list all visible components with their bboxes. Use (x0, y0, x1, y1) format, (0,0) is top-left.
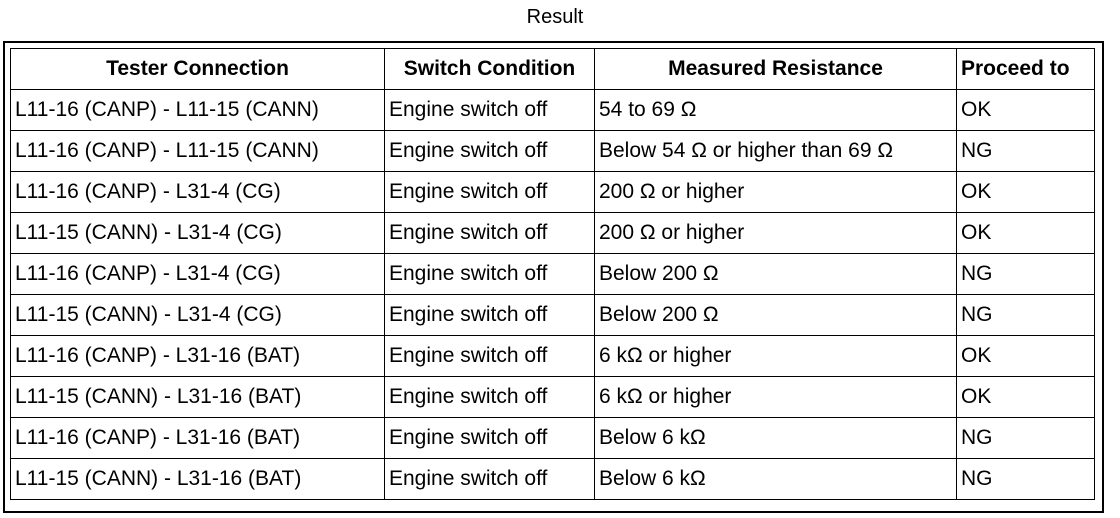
measured-resistance-cell: 54 to 69 Ω (595, 90, 957, 131)
header-proceed-to: Proceed to (957, 49, 1095, 90)
table-row (11, 377, 1095, 418)
measured-resistance-cell: Below 54 Ω or higher than 69 Ω (595, 131, 957, 172)
tester-connection-cell: L11-15 (CANN) - L31-4 (CG) (11, 295, 385, 336)
switch-condition-cell: Engine switch off (385, 377, 595, 418)
tester-connection-cell: L11-16 (CANP) - L11-15 (CANN) (11, 131, 385, 172)
tester-connection-cell: L11-16 (CANP) - L31-16 (BAT) (11, 418, 385, 459)
table-row (11, 459, 1095, 500)
tester-connection-cell: L11-15 (CANN) - L31-16 (BAT) (11, 459, 385, 500)
table-row (11, 90, 1095, 131)
tester-connection-cell: L11-16 (CANP) - L11-15 (CANN) (11, 90, 385, 131)
table-row (11, 172, 1095, 213)
measured-resistance-cell: Below 6 kΩ (595, 459, 957, 500)
table-row (11, 336, 1095, 377)
header-switch-condition: Switch Condition (385, 49, 595, 90)
switch-condition-cell: Engine switch off (385, 418, 595, 459)
proceed-to-cell: OK (957, 336, 1095, 377)
switch-condition-cell: Engine switch off (385, 295, 595, 336)
table-row (11, 295, 1095, 336)
proceed-to-cell: OK (957, 172, 1095, 213)
table-row (11, 131, 1095, 172)
proceed-to-cell: NG (957, 131, 1095, 172)
switch-condition-cell: Engine switch off (385, 131, 595, 172)
proceed-to-cell: NG (957, 459, 1095, 500)
proceed-to-cell: NG (957, 295, 1095, 336)
proceed-to-cell: NG (957, 418, 1095, 459)
switch-condition-cell: Engine switch off (385, 90, 595, 131)
switch-condition-cell: Engine switch off (385, 254, 595, 295)
table-row (11, 213, 1095, 254)
measured-resistance-cell: 200 Ω or higher (595, 213, 957, 254)
measured-resistance-cell: Below 200 Ω (595, 295, 957, 336)
table-title: Result (526, 6, 584, 28)
switch-condition-cell: Engine switch off (385, 172, 595, 213)
tester-connection-cell: L11-15 (CANN) - L31-16 (BAT) (11, 377, 385, 418)
proceed-to-cell: OK (957, 90, 1095, 131)
tester-connection-cell: L11-15 (CANN) - L31-4 (CG) (11, 213, 385, 254)
header-tester-connection: Tester Connection (11, 49, 385, 90)
switch-condition-cell: Engine switch off (385, 459, 595, 500)
tester-connection-cell: L11-16 (CANP) - L31-4 (CG) (11, 172, 385, 213)
switch-condition-cell: Engine switch off (385, 213, 595, 254)
switch-condition-cell: Engine switch off (385, 336, 595, 377)
tester-connection-cell: L11-16 (CANP) - L31-4 (CG) (11, 254, 385, 295)
header-measured-resistance: Measured Resistance (595, 49, 957, 90)
table-row (11, 254, 1095, 295)
measured-resistance-cell: Below 6 kΩ (595, 418, 957, 459)
measured-resistance-cell: Below 200 Ω (595, 254, 957, 295)
header-row (11, 49, 1095, 90)
tester-connection-cell: L11-16 (CANP) - L31-16 (BAT) (11, 336, 385, 377)
proceed-to-cell: NG (957, 254, 1095, 295)
measured-resistance-cell: 6 kΩ or higher (595, 377, 957, 418)
result-table (10, 48, 1095, 500)
proceed-to-cell: OK (957, 377, 1095, 418)
table-row (11, 418, 1095, 459)
proceed-to-cell: OK (957, 213, 1095, 254)
measured-resistance-cell: 6 kΩ or higher (595, 336, 957, 377)
measured-resistance-cell: 200 Ω or higher (595, 172, 957, 213)
